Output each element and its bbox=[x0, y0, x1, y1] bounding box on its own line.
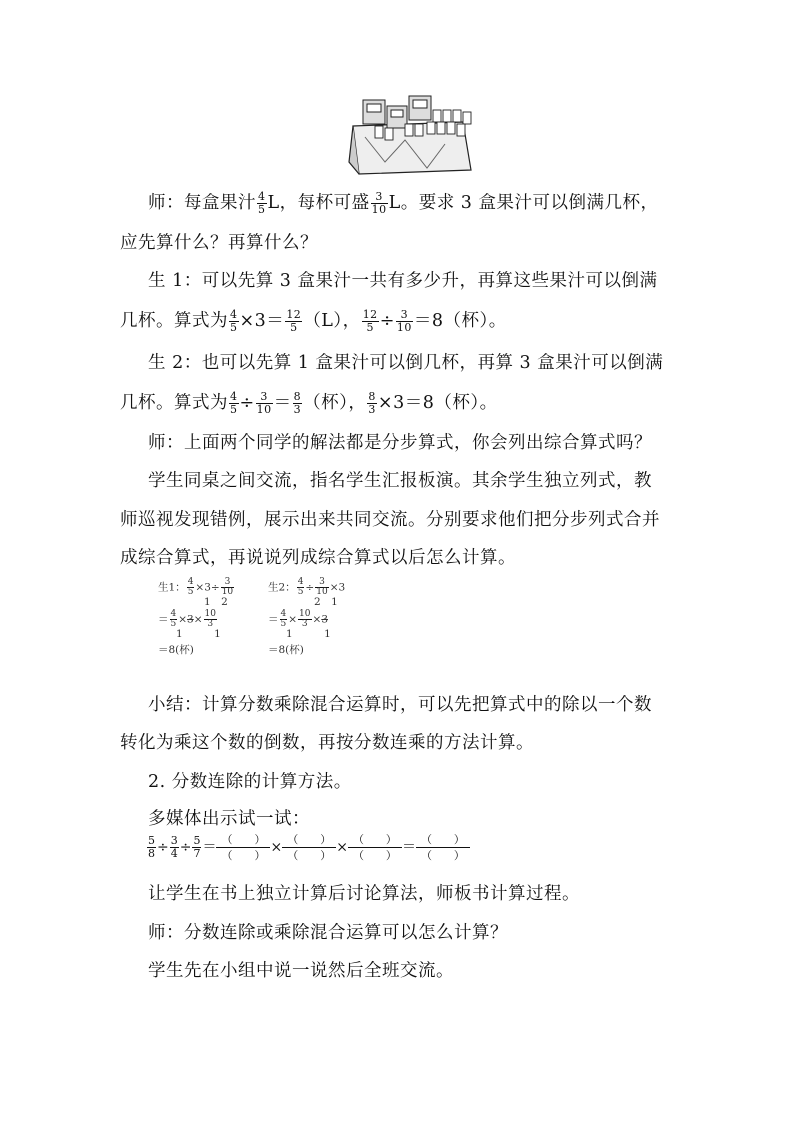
student2-work: 生2： $\frac{4}{5}$ ÷ $\frac{3}{10}$ ×3 2 1 ＝ $\frac{4}{5}$ × $\frac{10}{3}$ ×3 1 1 ＝8(杯) bbox=[268, 577, 346, 656]
juice-boxes-and-cups-illustration bbox=[345, 92, 477, 176]
summary-line2: 转化为乘这个数的倒数，再按分数连乘的方法计算。 bbox=[120, 733, 534, 753]
student1-line1: 生 1：可以先算 3 盒果汁一共有多少升，再算这些果汁可以倒满 bbox=[148, 271, 658, 291]
student1-work: 生1： $\frac{4}{5}$ ×3÷ $\frac{3}{10}$ 1 2 ＝ $\frac{4}{5}$ ×3× $\frac{10}{3}$ 1 1 ＝8(杯) bbox=[158, 577, 234, 656]
teacher-question-line1: 师：每盒果汁 $\frac{4}{5}$ L，每杯可盛 $\frac{3}{10}$ L。要求 3 盒果汁可以倒满几杯， bbox=[148, 190, 659, 216]
summary-line1: 小结：计算分数乘除混合运算时，可以先把算式中的除以一个数 bbox=[148, 695, 652, 715]
exchange-line1: 学生同桌之间交流，指名学生汇报板演。其余学生独立列式，教 bbox=[148, 471, 652, 491]
fraction: $\frac{3}{10}$ bbox=[371, 190, 387, 216]
fraction: $\frac{4}{5}$ bbox=[258, 190, 266, 216]
section-heading: 2. 分数连除的计算方法。 bbox=[148, 772, 352, 792]
teacher-question-2: 师：分数连除或乘除混合运算可以怎么计算？ bbox=[148, 923, 508, 943]
exchange-line3: 成综合算式，再说说列成综合算式以后怎么计算。 bbox=[120, 548, 516, 568]
try-intro: 多媒体出示试一试： bbox=[148, 809, 310, 829]
try-expression: $\frac{5}{8}$ ÷ $\frac{3}{4}$ ÷ $\frac{5}{7}$ ＝ （ ） （ ） × （ ） （ ） × （ ） （ ） ＝ （ ） （ ） bbox=[146, 832, 470, 872]
group-discussion-line: 学生先在小组中说一说然后全班交流。 bbox=[148, 961, 454, 981]
answer-blank: （ ） （ ） bbox=[282, 832, 336, 863]
answer-blank: （ ） （ ） bbox=[216, 832, 270, 863]
student2-line2: 几杯。算式为 $\frac{4}{5}$ ÷ $\frac{3}{10}$ ＝ $\frac{8}{3}$ （杯）， $\frac{8}{3}$ ×3＝8（杯）。 bbox=[120, 390, 498, 416]
student2-line1: 生 2：也可以先算 1 盒果汁可以倒几杯，再算 3 盒果汁可以倒满 bbox=[148, 353, 664, 373]
student1-line2: 几杯。算式为 $\frac{4}{5}$ ×3＝ $\frac{12}{5}$ （L）， $\frac{12}{5}$ ÷ $\frac{3}{10}$ ＝8（杯）。 bbox=[120, 308, 507, 334]
teacher-question-line2: 应先算什么？再算什么？ bbox=[120, 233, 318, 253]
instruction-line: 让学生在书上独立计算后讨论算法，师板书计算过程。 bbox=[148, 884, 580, 904]
teacher-comment: 师：上面两个同学的解法都是分步算式，你会列出综合算式吗？ bbox=[148, 433, 652, 453]
answer-blank: （ ） （ ） bbox=[348, 832, 402, 863]
answer-blank: （ ） （ ） bbox=[416, 832, 470, 863]
exchange-line2: 师巡视发现错例，展示出来共同交流。分别要求他们把分步列式合并 bbox=[120, 510, 660, 530]
